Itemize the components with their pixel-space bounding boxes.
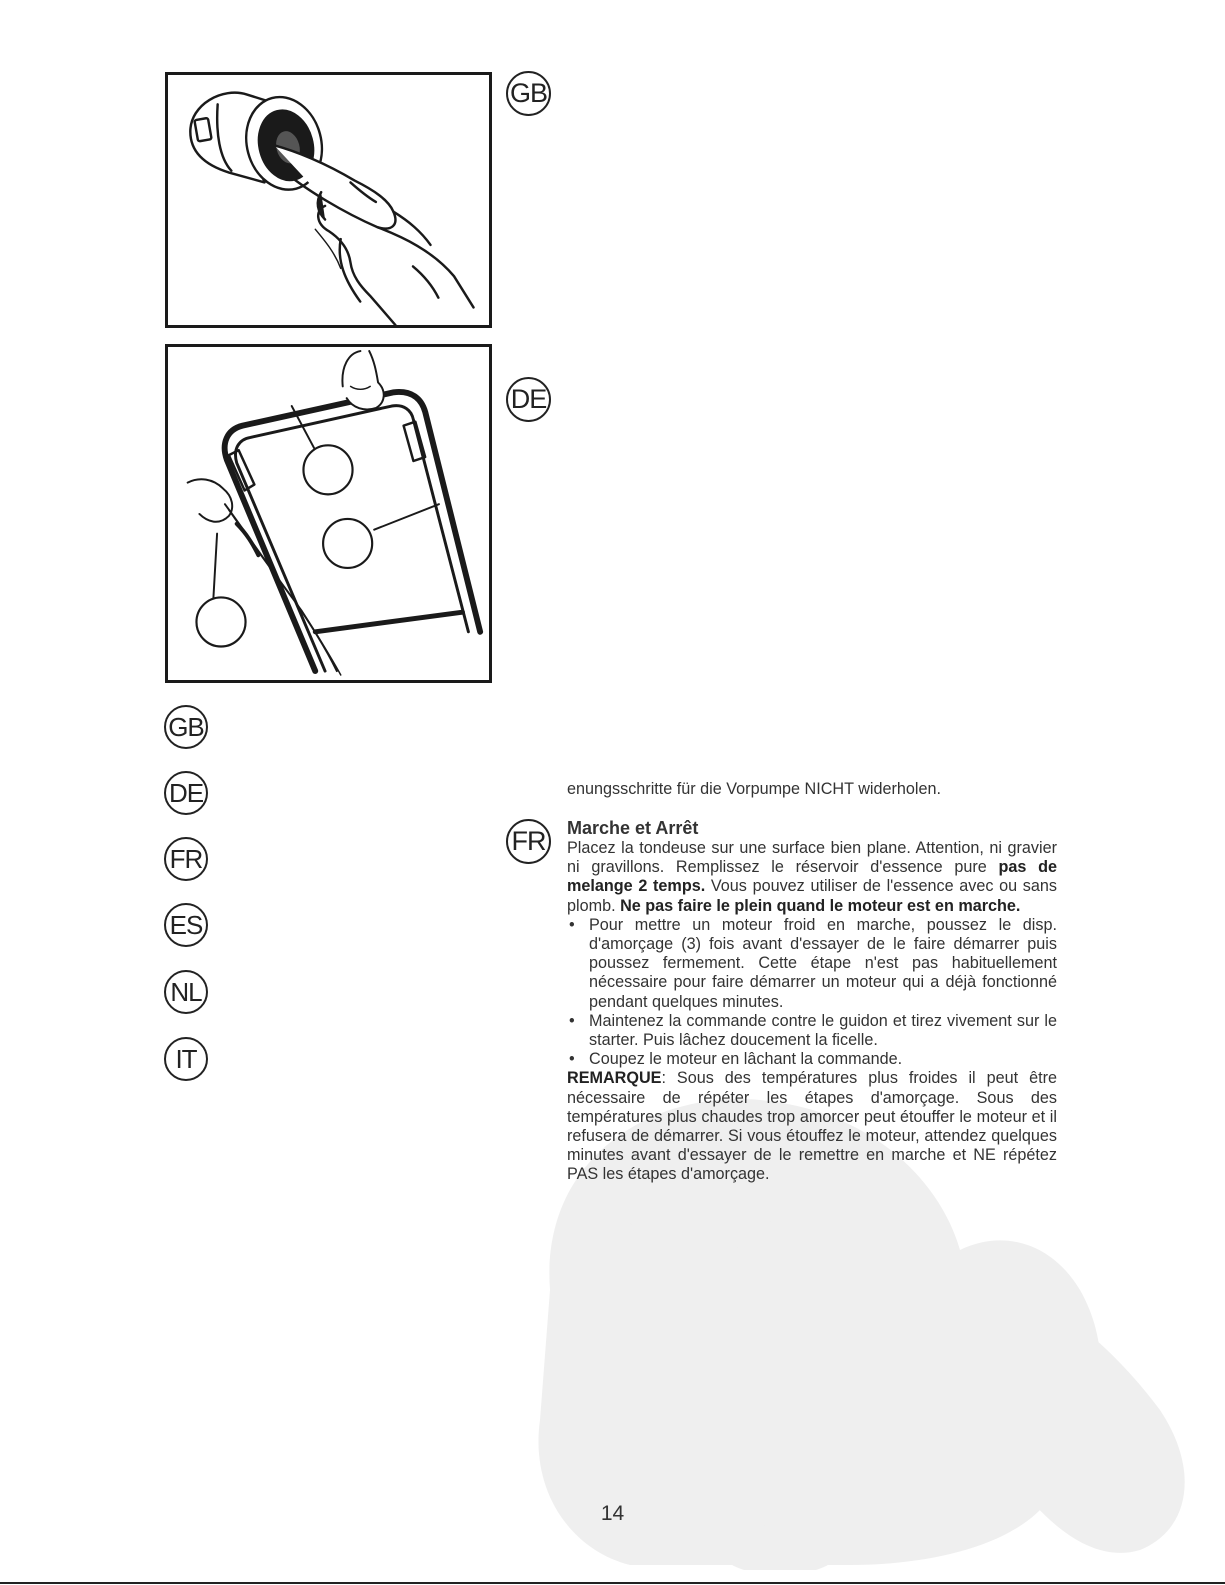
primer-figure [165,72,492,328]
side-language-badge-de: DE [164,771,208,815]
language-badge-fr: FR [506,819,551,864]
list-item: • Maintenez la commande contre le guidon et tirez vivement sur le starter. Puis lâchez doucement la ficelle. [567,1012,1057,1050]
start-figure [165,344,492,683]
german-text-tail: enungsschritte für die Vorpumpe NICHT widerholen. [567,780,942,798]
side-language-badge-gb: GB [164,705,208,749]
page-number: 14 [600,1502,625,1525]
instruction-list [567,916,1057,1070]
intro-bold-2: Ne pas faire le plein quand le moteur est en marche. [620,896,1021,915]
intro-paragraph [567,839,1057,916]
bottom-divider [0,1582,1225,1584]
side-language-badge-es: ES [164,903,208,947]
side-language-badge-it: IT [164,1037,208,1081]
language-badge-gb: GB [506,71,551,116]
list-item: • Coupez le moteur en lâchant la commande. [567,1050,1057,1069]
section-heading: Marche et Arrêt [567,818,699,838]
french-section [567,818,1057,1185]
language-badge-de: DE [506,377,551,422]
primer-button-press-illustration-icon [168,75,489,325]
intro-text-1: Placez la tondeuse sur une surface bien plane. Attention, ni gravier ni gravillons. Remplissez le réservoir d'essence pure [567,839,1057,877]
side-language-badge-fr: FR [164,837,208,881]
intro-text-2: Vous pouvez utiliser de l'essence avec ou sans plomb. [567,877,1057,915]
remark-paragraph [567,1069,1057,1184]
remark-text: : Sous des températures plus froides il peut être nécessaire de répéter les étapes d'amorçage. Sous des températures plus chaudes trop amorcer peut étouffer le moteur et il refusera de démarrer. Si vous étouffez le moteur, attendez quelques minutes avant d'essayer de le remettre en marche et NE répétez PAS les étapes d'amorçage. [567,1069,1057,1184]
list-item: • Pour mettre un moteur froid en marche, poussez le disp. d'amorçage (3) fois avant d'essayer de le faire démarrer puis poussez fermement. Cette étape n'est pas habituellement nécessaire pour faire démarrer un moteur qui a déjà fonctionné pendant quelques minutes. [567,916,1057,1012]
side-language-badge-nl: NL [164,970,208,1014]
remark-label: REMARQUE [567,1069,662,1088]
intro-bold-1: pas de melange 2 temps. [567,858,1057,896]
mower-handle-starter-illustration-icon [168,347,489,680]
